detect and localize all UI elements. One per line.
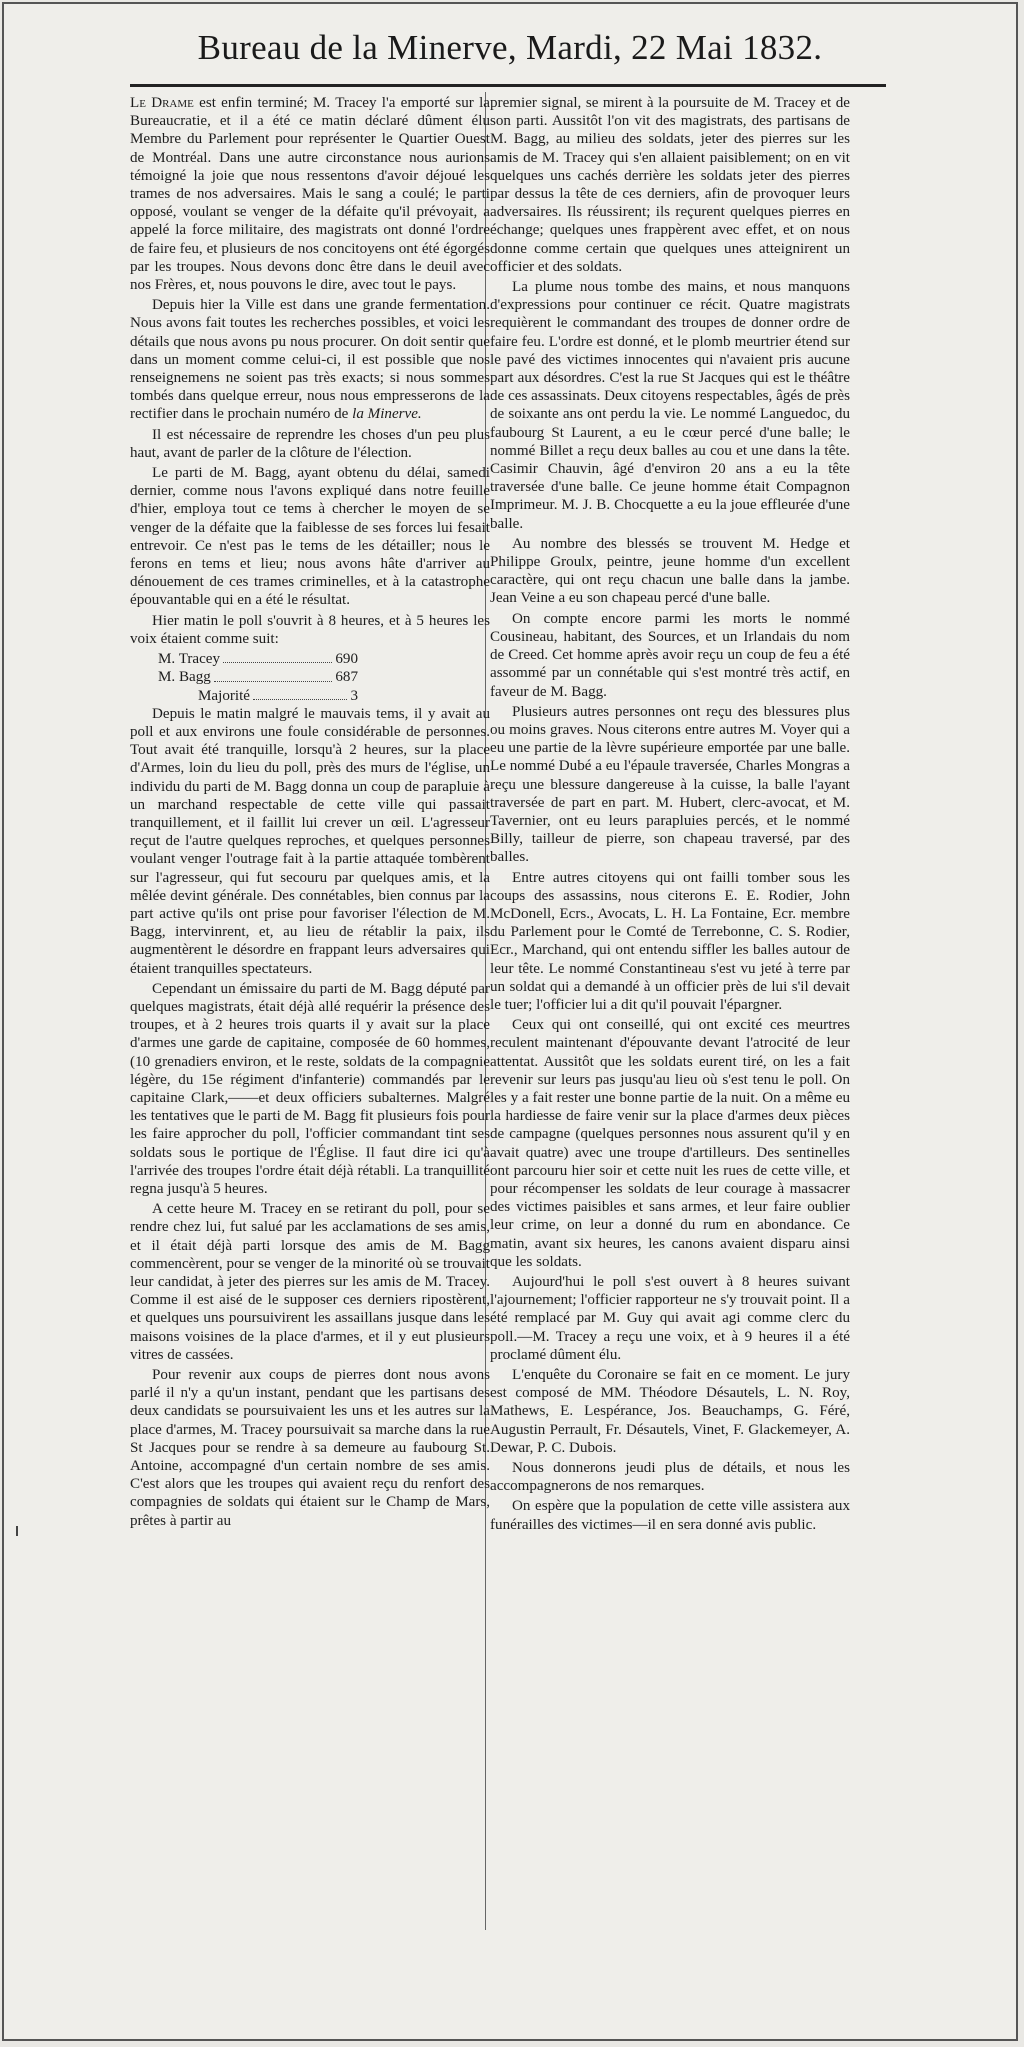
margin-mark <box>16 1526 18 1536</box>
article-paragraph: Pour revenir aux coups de pierres dont nous avons parlé il n'y a qu'un instant, pendant que les partisans des deux candidats se poursuivaient les uns et les autres sur la place d'armes, M. Tracey poursuivait sa marche dans la rue St Jacques pour se rendre à sa demeure au faubourg St. Antoine, accompagné d'un certain nombre de ses amis. C'est alors que les troupes qui avaient reçu du renfort des compagnies de soldats qui étaient sur le Champ de Mars, prêtes à partir au <box>130 1367 490 1529</box>
article-paragraph: Entre autres citoyens qui ont failli tomber sous les coups des assassins, nous citerons E. E. Rodier, John McDonell, Ecrs., Avocats, L. H. La Fontaine, Ecr. membre du Parlement pour le Comté de Terrebonne, C. S. Rodier, Ecr., Marchand, qui ont entendu siffler les balles autour de leur tête. Le nommé Constantineau s'est vu jeté à terre par un soldat qui a demandé à un officier près de lui s'il devait le tuer; l'officier lui a dit qu'il pouvait l'épargner. <box>490 869 850 1013</box>
candidate-name: M. Tracey <box>158 651 221 668</box>
masthead-title: Bureau de la Minerve, Mardi, 22 Mai 1832. <box>197 28 823 67</box>
majority-count: 3 <box>350 687 358 704</box>
masthead-rule <box>130 84 886 87</box>
article-paragraph: On espère que la population de cette ville assistera aux funérailles des victimes—il en sera donné avis public. <box>490 1498 850 1533</box>
article-paragraph: Nous donnerons jeudi plus de détails, et nous les accompagnerons de nos remarques. <box>490 1460 850 1495</box>
newspaper-name: la Minerve. <box>352 406 422 423</box>
leader-dots <box>214 668 333 681</box>
majority-label: Majorité <box>198 687 250 704</box>
vote-row-bagg <box>130 668 358 686</box>
vote-row-tracey <box>130 650 358 668</box>
vote-count: 690 <box>335 651 358 668</box>
leader-dots <box>253 687 347 700</box>
article-paragraph: Le parti de M. Bagg, ayant obtenu du délai, samedi dernier, comme nous l'avons expliqué dans notre feuille d'hier, employa tout ce tems à chercher le moyen de se venger de la défaite que la faiblesse de ses forces lui fesait entrevoir. Ce n'est pas le tems de les détailler; nous le ferons en tems et lieu; nous avons hâte d'arriver au dénouement de ces trames criminelles, et à la catastrophe épouvantable qui en a été le résultat. <box>130 465 490 609</box>
article-paragraph: La plume nous tombe des mains, et nous manquons d'expressions pour continuer ce récit. Quatre magistrats requièrent le commandant des troupes de donner ordre de faire feu. L'ordre est donné, et le plomb meurtrier étend sur le pavé des victimes innocentes qui n'avaient pris aucune part aux désordres. C'est la rue St Jacques qui est le théâtre de ces assassinats. Deux citoyens respectables, âgés de près de soixante ans ont perdu la vie. Le nommé Languedoc, du faubourg St Laurent, a eu le cœur percé d'une balle; le nommé Billet a reçu deux balles au cou et une dans la tête. Casimir Chauvin, âgé d'environ 20 ans a eu la tête traversée d'une balle. Ce jeune homme était Compagnon Imprimeur. M. J. B. Chocquette a eu la joue effleurée d'une balle. <box>490 279 850 532</box>
paragraph-text: est enfin terminé; M. Tracey l'a emporté sur la Bureaucratie, et il a été ce matin déclaré dûment élu Membre du Parlement pour représenter le Quartier Ouest de Montréal. Dans une autre circonstance nous aurions témoigné la joie que nous ressentons d'avoir déjoué les trames de nos adversaires. Mais le sang a coulé; le parti opposé, voulant se venger de la défaite qu'il prévoyait, a appelé la force militaire, des magistrats ont donné l'ordre de faire feu, et plusieurs de nos concitoyens ont été égorgés par les troupes. Nous devons donc être dans le deuil avec nos Frères, et, nous pouvons le dire, avec tout le pays. <box>130 95 490 294</box>
vote-count: 687 <box>335 669 358 686</box>
candidate-name: M. Bagg <box>158 669 211 686</box>
newspaper-page <box>2 2 1018 2041</box>
article-paragraph: L'enquête du Coronaire se fait en ce moment. Le jury est composé de MM. Théodore Désautels, L. N. Roy, Mathews, E. Lespérance, Jos. Beauchamps, G. Féré, Augustin Perrault, Fr. Désautels, Vinet, F. Glackemeyer, A. Dewar, P. C. Dubois. <box>490 1367 850 1456</box>
article-paragraph <box>130 296 490 423</box>
article-paragraph: A cette heure M. Tracey en se retirant du poll, pour se rendre chez lui, fut salué par les acclamations de ses amis, et il était déjà parti lorsque des amis de M. Bagg commencèrent, pour se venger de la minorité où se trouvait leur candidat, à jeter des pierres sur les amis de M. Tracey. Comme il est aisé de le supposer ces derniers ripostèrent, et quelques uns poursuivirent les assaillans jusque dans les maisons voisines de la place d'armes, et il y eut plusieurs vitres de cassées. <box>130 1201 490 1363</box>
article-paragraph: Depuis le matin malgré le mauvais tems, il y avait au poll et aux environs une foule considérable de personnes. Tout avait été tranquille, lorsqu'à 2 heures, sur la place d'Armes, loin du lieu du poll, près des murs de l'église, un individu du parti de M. Bagg donna un coup de parapluie à un marchand respectable de cette ville qui passait tranquillement, et il faillit lui crever un œil. L'agresseur reçut de l'autre quelques reproches, et quelques personnes voulant venger l'outrage fait à la partie attaquée tombèrent sur l'agresseur, qui fut secouru par quelques amis, et la mêlée devint générale. Des connétables, bien connus par la part active qu'ils ont prise pour favoriser l'élection de M. Bagg, intervinrent, et, au lieu de rétablir la paix, ils augmentèrent le désordre en frappant leurs adversaires qui étaient tranquilles spectateurs. <box>130 705 490 977</box>
article-paragraph: On compte encore parmi les morts le nommé Cousineau, habitant, des Sources, et un Irlandais du nom de Creed. Cet homme après avoir reçu un coup de feu a été assommé par un connétable qui s'est montré très actif, en faveur de M. Bagg. <box>490 610 850 700</box>
article-paragraph: premier signal, se mirent à la poursuite de M. Tracey et de son parti. Aussitôt l'on vit des magistrats, des partisans de M. Bagg, au milieu des soldats, jeter des pierres sur les amis de M. Tracey qui s'en allaient paisiblement; on en vit quelques uns cachés derrière les soldats jeter des pierres par dessus la tête de ces derniers, afin de provoquer leurs adversaires. Ils réussirent; ils reçurent quelques pierres en échange; quelques unes frappèrent avec effet, et on nous donne comme certain que quelques unes atteignirent un officier et des soldats. <box>490 95 850 275</box>
left-column <box>130 94 490 1532</box>
right-column <box>490 94 850 1536</box>
paragraph-text: Depuis hier la Ville est dans une grande fermentation. Nous avons fait toutes les recherches possibles, et voici les détails que nous avons pu nous procurer. On doit sentir que dans un moment comme celui-ci, il est possible que nos renseignemens ne soient pas très exacts; si nous sommes tombés dans quelque erreur, nous nous empresserons de la rectifier dans le prochain numéro de <box>130 297 490 423</box>
article-paragraph: Ceux qui ont conseillé, qui ont excité ces meurtres reculent maintenant d'épouvante devant l'atrocité de leur attentat. Aussitôt que les soldats eurent tiré, on les a fait revenir sur leurs pas jusqu'au lieu où s'est tenu le poll. On les y a fait rester une bonne partie de la nuit. On a même eu la hardiesse de faire venir sur la place d'armes deux pièces de campagne (quelques personnes nous assurent qu'il y en avait quatre) avec une troupe d'artilleurs. Des sentinelles ont parcouru hier soir et cette nuit les rues de cette ville, et pour récompenser les soldats de leur courage à massacrer des victimes paisibles et sans armes, et leur faire oublier leur crime, on leur a donné du rum en abondance. Ce matin, avant six heures, les canons avaient disparu ainsi que les soldats. <box>490 1017 850 1270</box>
article-paragraph: Cependant un émissaire du parti de M. Bagg député par quelques magistrats, était déjà allé requérir la présence des troupes, et à 2 heures trois quarts il y avait sur la place d'armes une garde de capitaine, composée de 60 hommes, (10 grenadiers environ, et le reste, soldats de la compagnie légère, du 15e régiment d'infanterie) commandés par le capitaine Clark,——et deux officiers subalternes. Malgré les tentatives que le parti de M. Bagg fit plusieurs fois pour les faire approcher du poll, l'officier commandant tint ses soldats sous le portique de l'Église. Il faut dire ici qu'à l'arrivée des troupes l'ordre était déjà rétabli. La tranquillité regna jusqu'à 5 heures. <box>130 980 490 1197</box>
article-paragraph: Hier matin le poll s'ouvrit à 8 heures, et à 5 heures les voix étaient comme suit: <box>130 612 490 647</box>
article-paragraph: Il est nécessaire de reprendre les choses d'un peu plus haut, avant de parler de la clôture de l'élection. <box>130 426 490 461</box>
leader-dots <box>223 650 332 663</box>
article-paragraph: Plusieurs autres personnes ont reçu des blessures plus ou moins graves. Nous citerons entre autres M. Voyer qui a eu une partie de la lèvre supérieure emportée par une balle. Le nommé Dubé a eu l'épaule traversée, Charles Mongras a reçu une blessure dangereuse à la cuisse, la balle l'ayant traversée de part en part. M. Hubert, clerc-avocat, et M. Tavernier, ont eu leurs parapluies percés, et le nommé Billy, tailleur de pierre, son chapeau traversé, par des balles. <box>490 703 850 866</box>
article-paragraph: Au nombre des blessés se trouvent M. Hedge et Philippe Groulx, peintre, jeune homme d'un excellent caractère, qui ont reçu chacun une balle dans la jambe. Jean Veine a eu son chapeau percé d'une balle. <box>490 535 850 607</box>
vote-row-majority <box>130 687 358 705</box>
article-paragraph <box>130 94 490 294</box>
article-paragraph: Aujourd'hui le poll s'est ouvert à 8 heures suivant l'ajournement; l'officier rapporteur ne s'y trouvait point. Il a été remplacé par M. Guy qui avait agi comme clerc du poll.—M. Tracey a reçu une voix, et à 9 heures il a été proclamé dûment élu. <box>490 1274 850 1363</box>
lead-words: Le Drame <box>130 95 194 111</box>
